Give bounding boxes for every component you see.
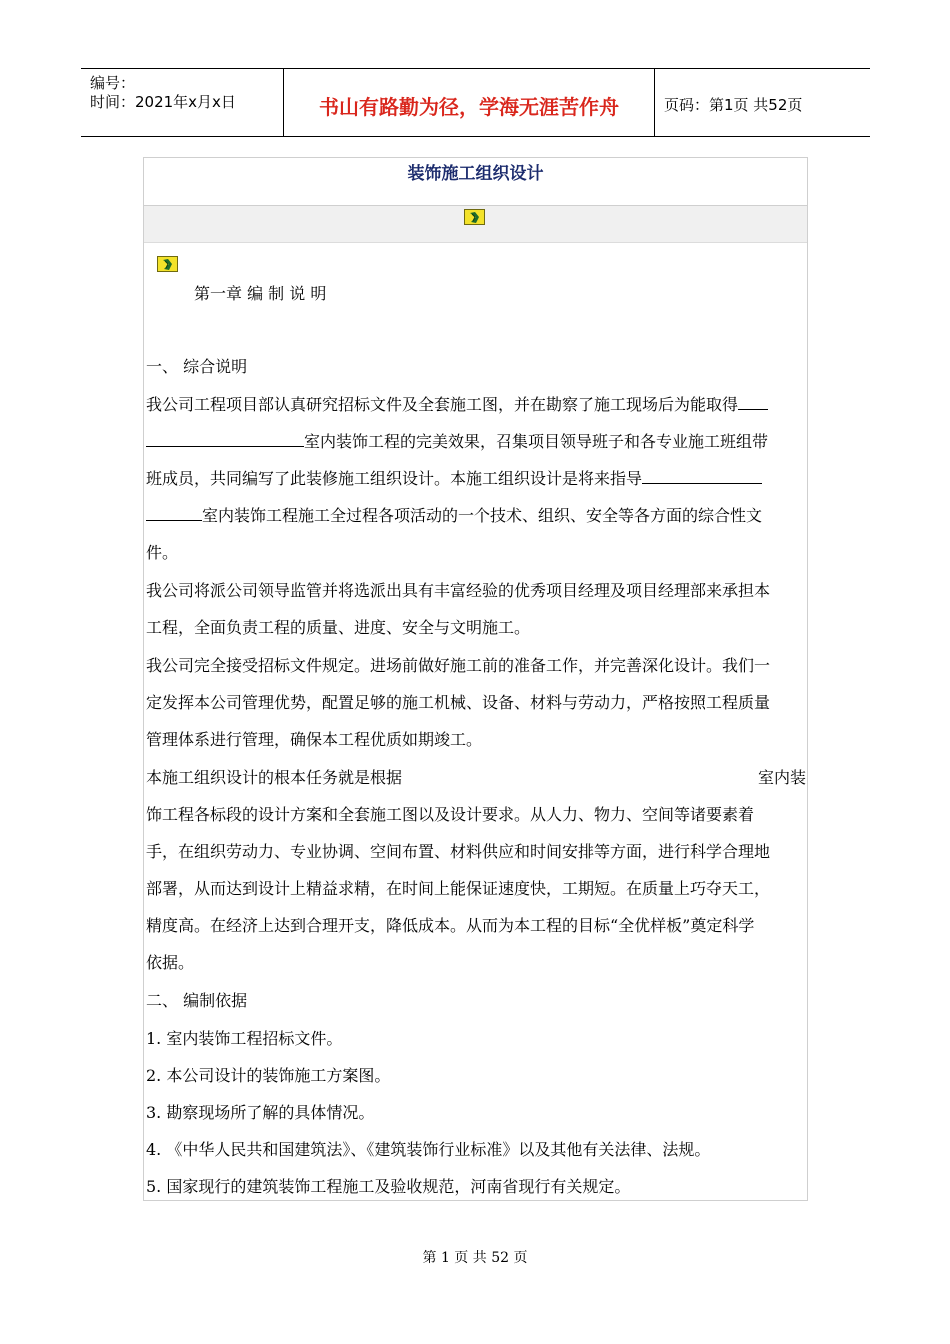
- paragraph-line: 依据。: [146, 953, 195, 972]
- paragraph-line: 班成员，共同编写了此装修施工组织设计。本施工组织设计是将来指导: [146, 460, 762, 497]
- paragraph-line: 部署，从而达到设计上精益求精，在时间上能保证速度快，工期短。在质量上巧夺天工，: [146, 879, 771, 898]
- blank-underline: [642, 469, 762, 484]
- document-title: 装饰施工组织设计: [144, 158, 807, 206]
- paragraph-line: 我公司将派公司领导监管并将选派出具有丰富经验的优秀项目经理及项目经理部来承担本: [146, 581, 771, 600]
- header-right-cell: [655, 69, 870, 136]
- header-center-cell: [284, 69, 655, 136]
- paragraph-line: 件。: [146, 543, 179, 562]
- list-item: 3. 勘察现场所了解的具体情况。: [146, 1103, 375, 1122]
- header-time: 时间：2021年x月x日: [90, 93, 236, 111]
- paragraph-line: 我公司工程项目部认真研究招标文件及全套施工图，并在勘察了施工现场后为能取得: [146, 386, 768, 423]
- list-item: 4. 《中华人民共和国建筑法》、《建筑装饰行业标准》以及其他有关法律、法规。: [146, 1140, 711, 1159]
- blank-underline: [146, 506, 202, 521]
- list-item: 2. 本公司设计的装饰施工方案图。: [146, 1066, 391, 1085]
- header-motto: 书山有路勤为径，学海无涯苦作舟: [319, 95, 619, 119]
- paragraph-line: 室内装饰工程施工全过程各项活动的一个技术、组织、安全等各方面的综合性文: [146, 497, 762, 534]
- list-item: 5. 国家现行的建筑装饰工程施工及验收规范，河南省现行有关规定。: [146, 1177, 631, 1196]
- paragraph-line: 饰工程各标段的设计方案和全套施工图以及设计要求。从人力、物力、空间等诸要素着: [146, 805, 755, 824]
- page-footer: 第 1 页 共 52 页: [422, 1250, 528, 1266]
- header-number: 编号：: [90, 74, 136, 92]
- blank-underline: [738, 395, 768, 410]
- paragraph-line: 本施工组织设计的根本任务就是根据: [146, 768, 403, 787]
- section-heading-1: 一、 综合说明: [146, 357, 248, 376]
- content-frame: [143, 157, 808, 1201]
- list-item: 1. 室内装饰工程招标文件。: [146, 1029, 343, 1048]
- paragraph-line: 管理体系进行管理，确保本工程优质如期竣工。: [146, 730, 483, 749]
- chapter-heading: 第一章 编 制 说 明: [194, 284, 327, 303]
- paragraph-line: 精度高。在经济上达到合理开支，降低成本。从而为本工程的目标“全优样板”奠定科学: [146, 916, 755, 935]
- image-placeholder-icon: [157, 256, 178, 272]
- paragraph-line: 定发挥本公司管理优势，配置足够的施工机械、设备、材料与劳动力，严格按照工程质量: [146, 693, 771, 712]
- image-bar: [144, 206, 807, 243]
- section-heading-2: 二、 编制依据: [146, 991, 248, 1010]
- image-placeholder-icon: [464, 209, 485, 225]
- paragraph-line: 手，在组织劳动力、专业协调、空间布置、材料供应和时间安排等方面，进行科学合理地: [146, 842, 771, 861]
- paragraph-line: 室内装饰工程的完美效果，召集项目领导班子和各专业施工班组带: [146, 423, 768, 460]
- paragraph-line: 室内装: [758, 768, 807, 787]
- blank-underline: [146, 432, 304, 447]
- paragraph-line: 工程，全面负责工程的质量、进度、安全与文明施工。: [146, 618, 531, 637]
- header-left-cell: [81, 69, 284, 136]
- header-page-number: 页码：第1页 共52页: [664, 96, 803, 114]
- document-header: [81, 68, 870, 137]
- paragraph-line: 我公司完全接受招标文件规定。进场前做好施工前的准备工作，并完善深化设计。我们一: [146, 656, 771, 675]
